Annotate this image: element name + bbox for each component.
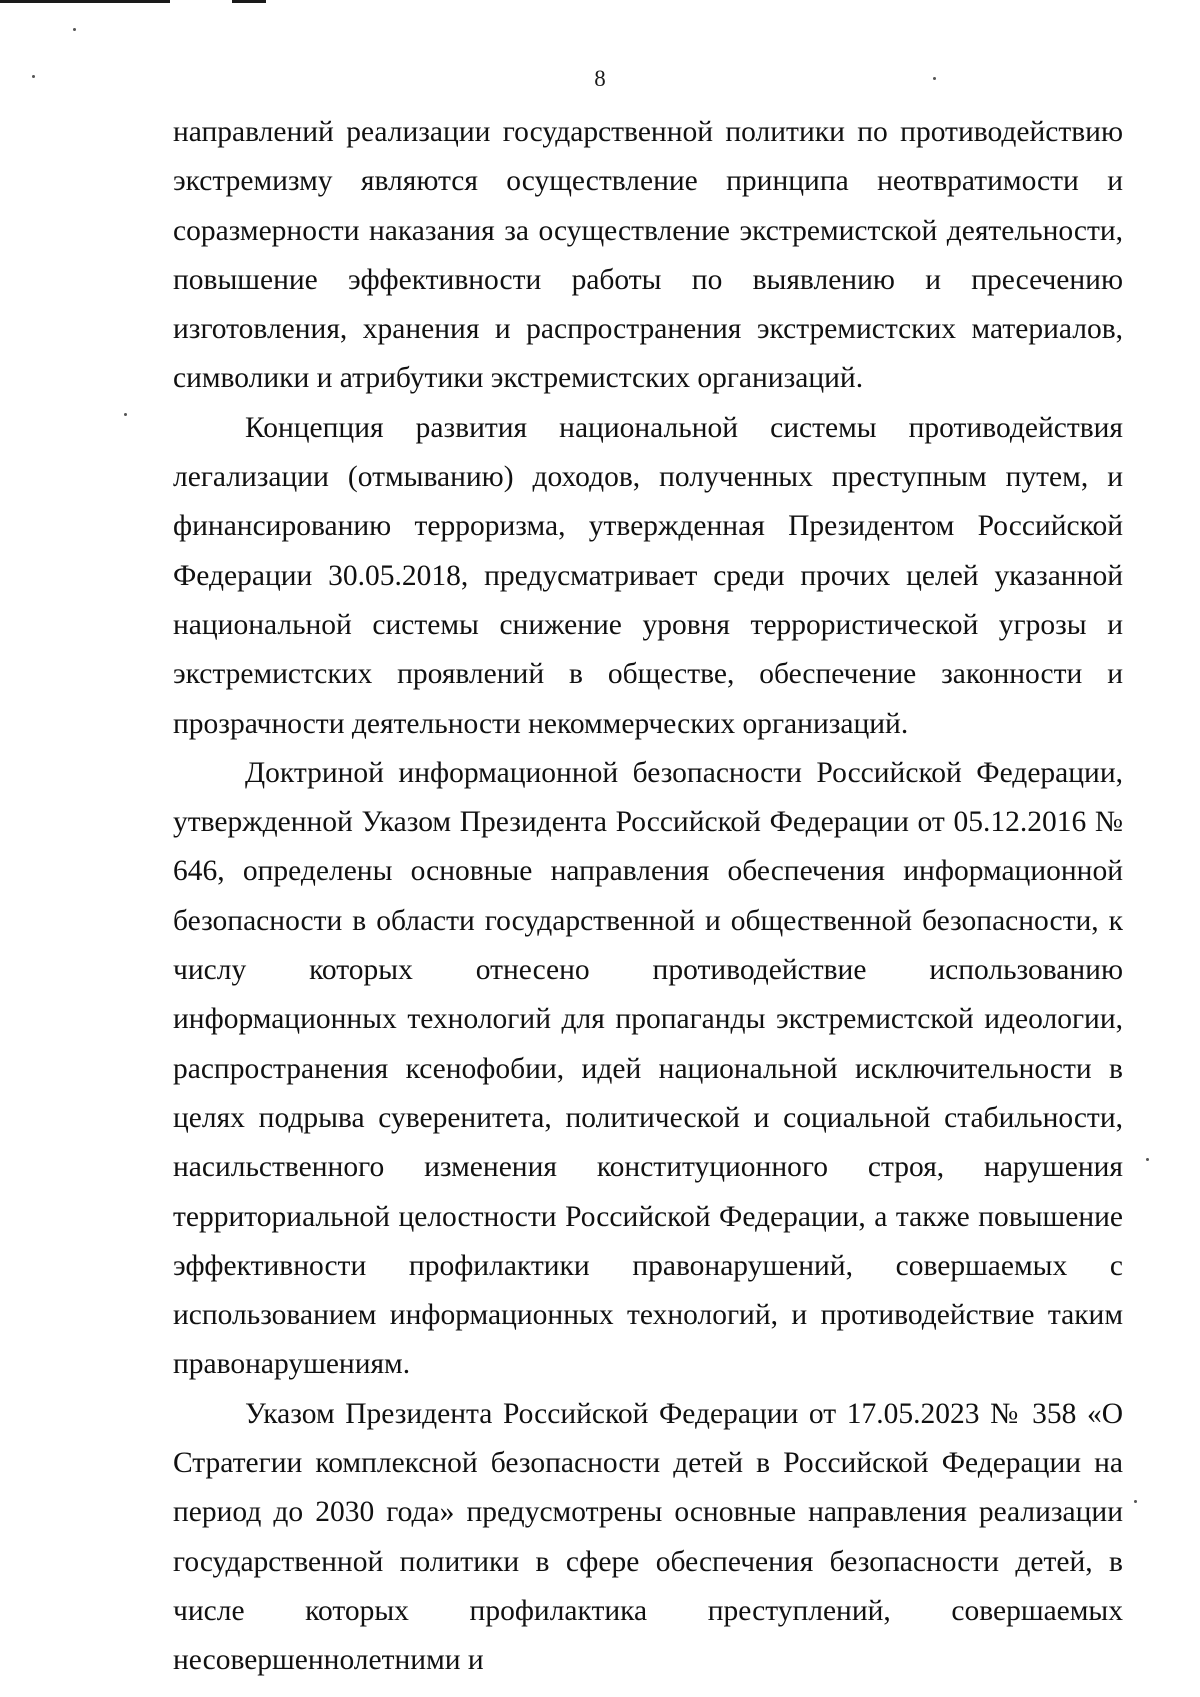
paragraph: направлений реализации государственной политики по противодействию экстремизму являются осуществление принципа неотвратимости и соразмерности наказания за осуществление экстремистской деятельности, повышение эффективности работы по выявлению и пресечению изготовления, хранения и распространения экстремистских материалов, символики и атрибутики экстремистских организаций. (173, 116, 1123, 395)
scan-edge-mark (0, 0, 170, 3)
paragraph: Доктриной информационной безопасности Российской Федерации, утвержденной Указом Президента Российской Федерации от 05.12.2016 № 646, определены основные направления обеспечения информационной безопасности в области государственной и общественной безопасности, к числу которых отнесено противодействие использованию информационных технологий для пропаганды экстремистской идеологии, распространения ксенофобии, идей национальной исключительности в целях подрыва суверенитета, политической и социальной стабильности, насильственного изменения конституционного строя, нарушения территориальной целостности Российской Федерации, а также повышение эффективности профилактики правонарушений, совершаемых с использованием информационных технологий, и противодействие таким правонарушениям. (173, 756, 1123, 1381)
scan-speck (1146, 1158, 1149, 1161)
scan-speck (124, 413, 127, 416)
page-number: 8 (594, 66, 606, 91)
document-body (173, 108, 1123, 1686)
paragraph: Концепция развития национальной системы противодействия легализации (отмыванию) доходов, полученных преступным путем, и финансированию терроризма, утвержденная Президентом Российской Федерации 30.05.2018, предусматривает среди прочих целей указанной национальной системы снижение уровня террористической угрозы и экстремистских проявлений в обществе, обеспечение законности и прозрачности деятельности некоммерческих организаций. (173, 411, 1123, 740)
paragraph: Указом Президента Российской Федерации от 17.05.2023 № 358 «О Стратегии комплексной безопасности детей в Российской Федерации на период до 2030 года» предусмотрены основные направления реализации государственной политики в сфере обеспечения безопасности детей, в числе которых профилактика преступлений, совершаемых несовершеннолетними и (173, 1397, 1123, 1677)
scan-speck (1134, 1500, 1137, 1503)
scan-speck (73, 28, 76, 31)
scan-edge-mark (232, 0, 266, 3)
